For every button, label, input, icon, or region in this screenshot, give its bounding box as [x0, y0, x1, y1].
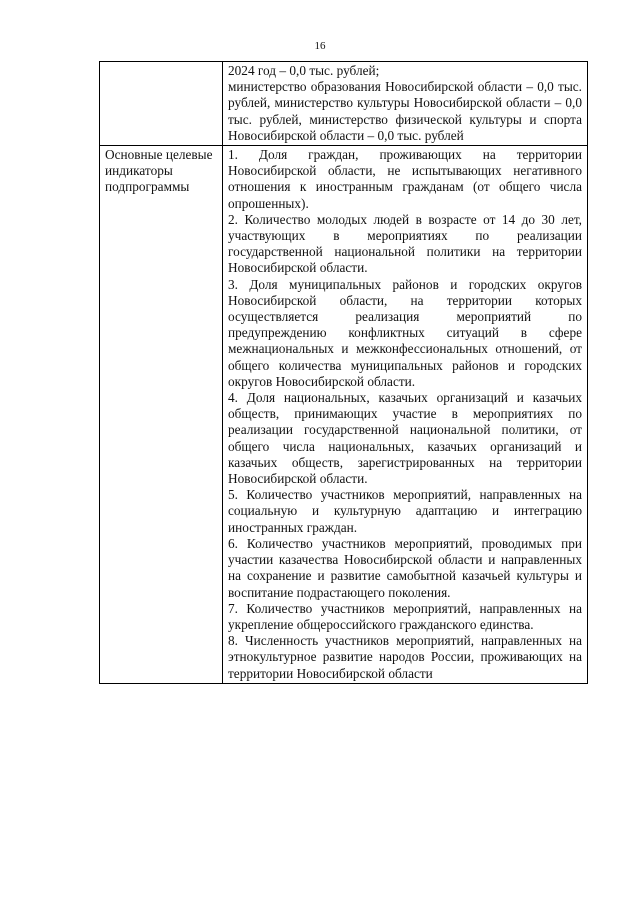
indicator-item: 5. Количество участников мероприятий, направленных на социальную и культурную адаптацию и интеграцию иностранных граждан.: [228, 487, 582, 535]
indicator-item: 7. Количество участников мероприятий, направленных на укрепление общероссийского гражданского единства.: [228, 600, 582, 632]
indicator-item: 2. Количество молодых людей в возрасте от 14 до 30 лет, участвующих в мероприятиях по реализации государственной национальной политики на территории Новосибирской области.: [228, 211, 582, 276]
indicators-list: [223, 146, 588, 684]
row1-left-cell: [100, 62, 223, 146]
table-row: [100, 146, 588, 684]
indicators-heading: Основные целевые индикаторы подпрограммы: [100, 146, 223, 684]
indicator-item: 3. Доля муниципальных районов и городских округов Новосибирской области, на территории которых осуществляется реализация мероприятий по предупреждению конфликтных ситуаций в сфере межнациональных и межконфессиональных отношений, от общего количества муниципальных районов и городских округов Новосибирской области.: [228, 276, 582, 389]
indicator-item: 6. Количество участников мероприятий, проводимых при участии казачества Новосибирской области и направленных на сохранение и развитие самобытной казачьей культуры и воспитание подрастающего поколения.: [228, 535, 582, 600]
funding-line-2024: 2024 год – 0,0 тыс. рублей;: [228, 63, 380, 78]
indicator-item: 1. Доля граждан, проживающих на территории Новосибирской области, не испытывающих негативного отношения к иностранным гражданам (от общего числа опрошенных).: [228, 147, 582, 211]
row1-right-cell: [223, 62, 588, 146]
page-number: 16: [314, 40, 326, 52]
subprogram-table: [99, 61, 588, 684]
indicator-item: 8. Численность участников мероприятий, направленных на этнокультурное развитие народов России, проживающих на территории Новосибирской области: [228, 633, 582, 681]
indicator-item: 4. Доля национальных, казачьих организаций и казачьих обществ, принимающих участие в мероприятиях по реализации государственной национальной политики, от общего числа национальных, казачьих организаций и казачьих обществ, зарегистрированных на территории Новосибирской области.: [228, 390, 582, 487]
table-row: [100, 62, 588, 146]
funding-ministries: министерство образования Новосибирской области – 0,0 тыс. рублей, министерство культуры Новосибирской области – 0,0 тыс. рублей, министерство физической культуры и спорта Новосибирской области – 0,0 тыс. рублей: [228, 79, 582, 143]
